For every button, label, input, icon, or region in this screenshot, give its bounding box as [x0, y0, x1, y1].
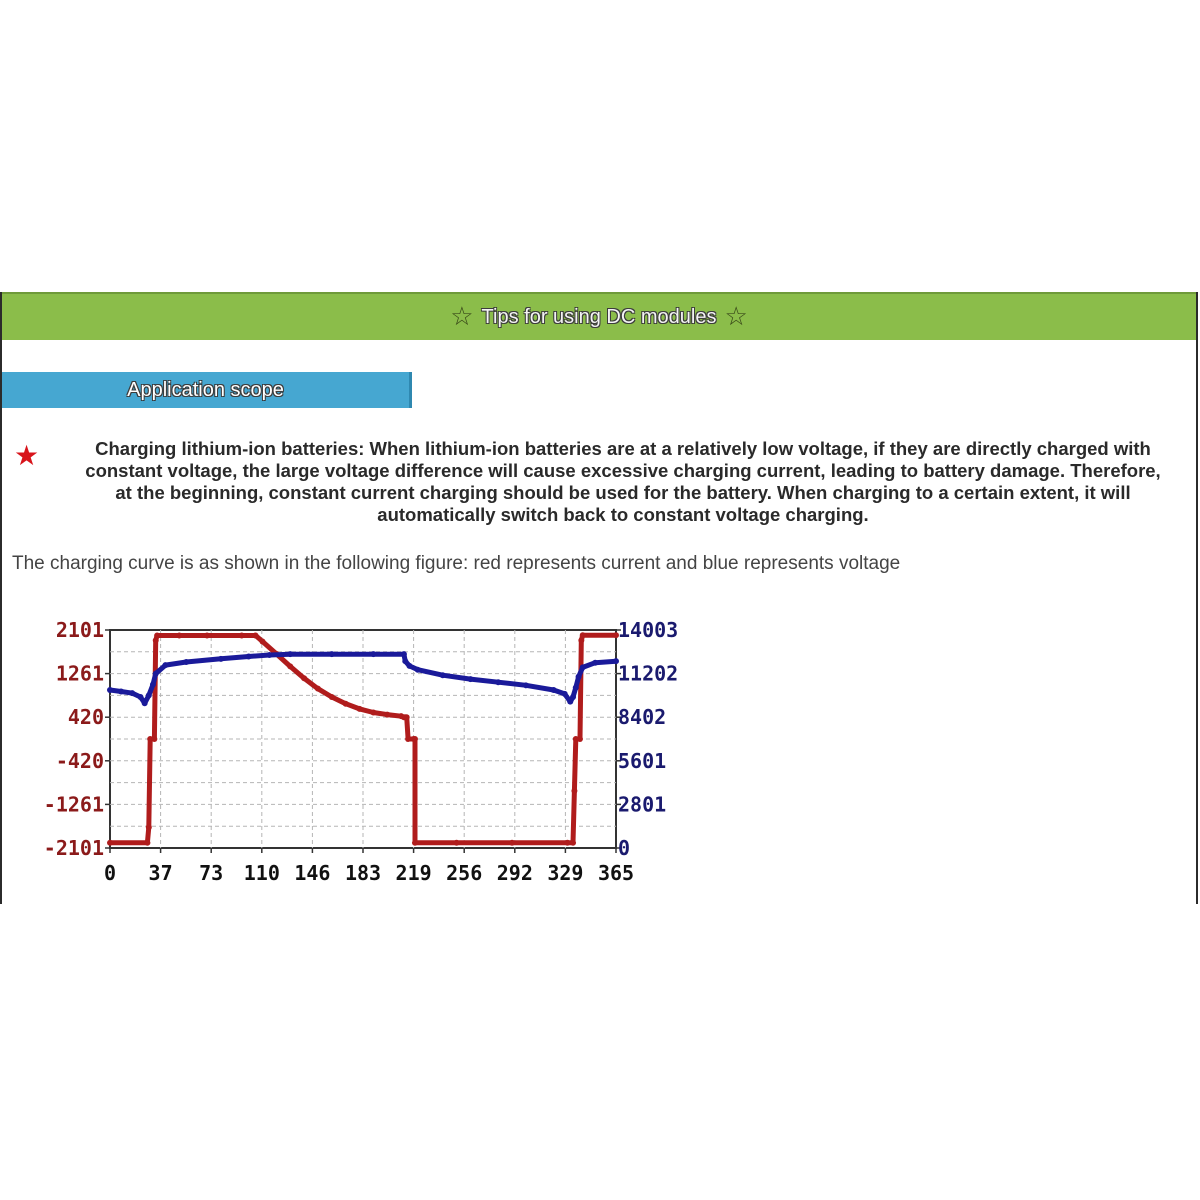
tips-title: Tips for using DC modules	[481, 305, 717, 328]
x-tick-label: 256	[446, 861, 483, 885]
voltage-point	[592, 660, 598, 666]
voltage-point	[551, 687, 557, 693]
current-point	[384, 712, 390, 718]
current-point	[329, 694, 335, 700]
right-tick-label: 11202	[618, 661, 679, 686]
voltage-point	[218, 656, 224, 662]
current-point	[107, 840, 113, 846]
current-point	[343, 701, 349, 707]
right-tick-label: 0	[618, 836, 631, 860]
voltage-point	[523, 682, 529, 688]
current-point	[412, 736, 418, 742]
current-point	[259, 638, 265, 644]
voltage-point	[183, 659, 189, 665]
current-point	[253, 632, 259, 638]
voltage-point	[467, 676, 473, 682]
red-star-icon: ★	[14, 439, 40, 472]
left-tick-label: -1261	[43, 792, 104, 817]
right-tick-label: 8402	[618, 705, 667, 730]
current-point	[577, 736, 583, 742]
voltage-point	[580, 664, 586, 670]
voltage-point	[107, 687, 113, 693]
application-scope-label: Application scope	[127, 378, 284, 401]
current-point	[412, 840, 418, 846]
description-line: automatically switch back to constant voltage charging.	[377, 504, 869, 525]
voltage-point	[118, 689, 124, 695]
voltage-point	[246, 654, 252, 660]
current-point	[301, 675, 307, 681]
current-point	[287, 663, 293, 669]
star-outline-icon: ☆	[724, 302, 748, 332]
current-point	[204, 632, 210, 638]
current-point	[570, 840, 576, 846]
current-point	[564, 840, 570, 846]
x-tick-label: 110	[243, 861, 280, 885]
voltage-point	[287, 651, 293, 657]
right-tick-label: 5601	[618, 748, 667, 773]
current-point	[571, 788, 577, 794]
voltage-point	[370, 651, 376, 657]
voltage-point	[150, 682, 156, 688]
current-point	[370, 710, 376, 716]
voltage-point	[406, 663, 412, 669]
current-point	[154, 632, 160, 638]
x-tick-label: 0	[103, 861, 117, 885]
tips-panel	[0, 292, 1198, 904]
x-tick-label: 219	[395, 861, 432, 885]
x-tick-label: 292	[496, 861, 533, 885]
current-point	[509, 840, 515, 846]
left-tick-label: 1261	[55, 661, 104, 686]
current-point	[176, 632, 182, 638]
voltage-point	[329, 651, 335, 657]
current-point	[239, 632, 245, 638]
voltage-point	[402, 658, 408, 664]
left-axis-ticks	[44, 618, 110, 860]
charging-description	[48, 438, 1198, 526]
voltage-point	[576, 674, 582, 680]
voltage-point	[129, 690, 135, 696]
right-tick-label: 2801	[618, 792, 667, 817]
application-scope-tab	[2, 372, 412, 408]
current-point	[357, 706, 363, 712]
current-point	[454, 840, 460, 846]
charging-curve-chart	[2, 612, 702, 904]
x-tick-label: 37	[148, 861, 173, 885]
chart-caption: The charging curve is as shown in the following figure: red represents current and blue represents voltage	[12, 553, 901, 574]
voltage-point	[573, 685, 579, 691]
voltage-point	[495, 679, 501, 685]
voltage-point	[153, 671, 159, 677]
x-tick-label: 183	[344, 861, 382, 885]
current-point	[580, 632, 586, 638]
right-axis-ticks	[616, 618, 678, 860]
voltage-point	[401, 651, 407, 657]
right-tick-label: 14003	[618, 618, 679, 642]
left-tick-label: -420	[55, 748, 104, 773]
description-line: at the beginning, constant current charging should be used for the battery. When charging to a certain extent, it will	[115, 482, 1131, 503]
x-axis-ticks	[104, 848, 634, 885]
x-tick-label: 146	[294, 861, 331, 885]
voltage-point	[162, 662, 168, 668]
voltage-point	[570, 694, 576, 700]
current-point	[146, 824, 152, 830]
current-point	[404, 714, 410, 720]
tips-header-bar	[2, 292, 1196, 340]
voltage-point	[146, 692, 152, 698]
current-point	[151, 736, 157, 742]
voltage-point	[562, 691, 568, 697]
left-tick-label: 420	[67, 705, 104, 730]
left-tick-label: -2101	[43, 836, 104, 860]
star-outline-icon: ☆	[450, 302, 474, 332]
voltage-point	[440, 672, 446, 678]
voltage-point	[415, 667, 421, 673]
x-tick-label: 329	[547, 861, 584, 885]
current-point	[315, 686, 321, 692]
description-line: constant voltage, the large voltage difference will cause excessive charging current, leading to battery damage. Therefore,	[85, 460, 1161, 481]
voltage-point	[142, 700, 148, 706]
current-point	[405, 736, 411, 742]
x-tick-label: 365	[597, 861, 635, 885]
current-point	[578, 637, 584, 643]
description-line: Charging lithium-ion batteries: When lithium-ion batteries are at a relatively low voltage, if they are directly charged with	[95, 438, 1151, 459]
voltage-point	[137, 694, 143, 700]
left-tick-label: 2101	[55, 618, 104, 642]
x-tick-label: 73	[199, 861, 224, 885]
voltage-point	[266, 652, 272, 658]
current-point	[144, 840, 150, 846]
